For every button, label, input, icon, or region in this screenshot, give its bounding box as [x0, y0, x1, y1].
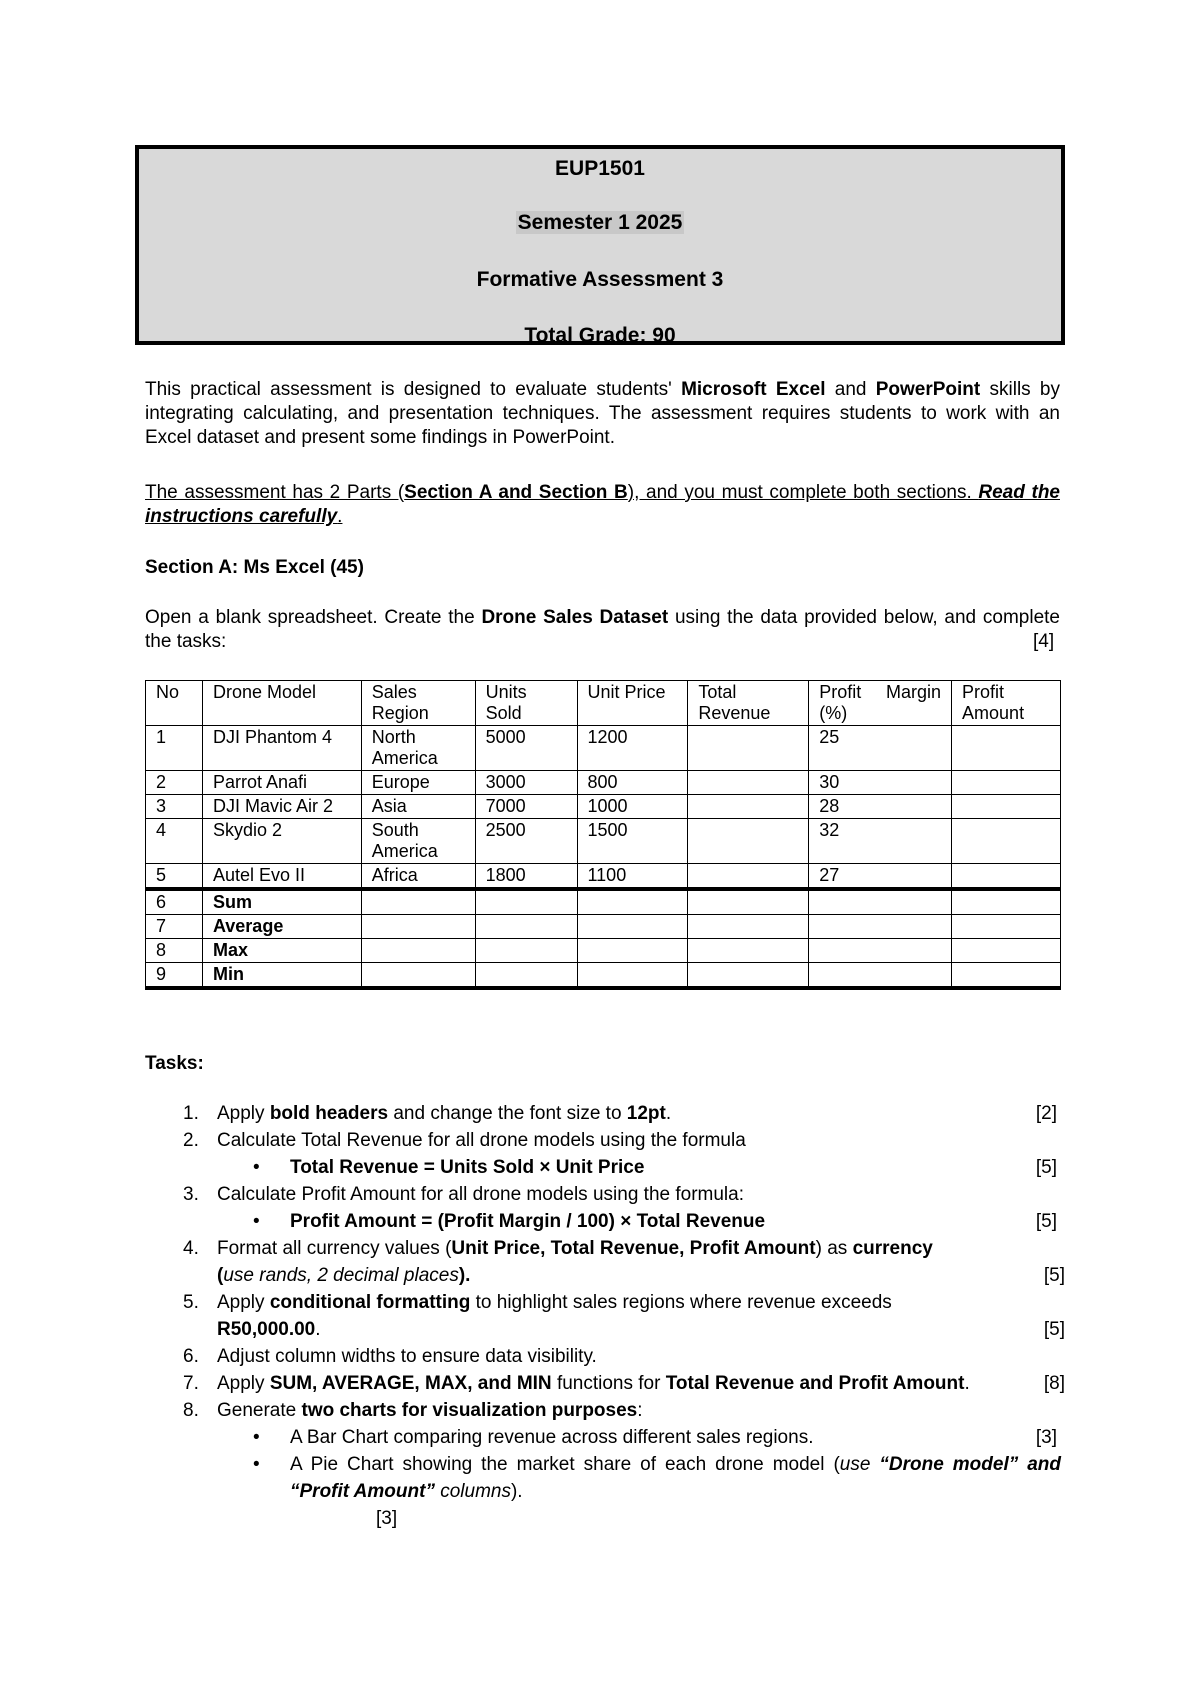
- task-text: ).: [510, 1481, 523, 1502]
- table-row: [146, 726, 1061, 771]
- task-item: [145, 1370, 1065, 1397]
- cell: 7: [146, 915, 203, 939]
- cell: 25: [809, 726, 952, 771]
- task-subitem: [145, 1154, 1061, 1181]
- summary-label: Min: [202, 963, 361, 989]
- cell: 1100: [577, 864, 688, 890]
- cell: 1200: [577, 726, 688, 771]
- cell: 28: [809, 795, 952, 819]
- cell: Africa: [361, 864, 475, 890]
- cell: 2500: [475, 819, 577, 864]
- semester-label: Semester 1 2025: [517, 211, 683, 234]
- cell: [688, 795, 809, 819]
- task-text: Apply: [217, 1103, 270, 1124]
- cell: 5000: [475, 726, 577, 771]
- summary-row: [146, 889, 1061, 915]
- cell: DJI Phantom 4: [202, 726, 361, 771]
- cell: North America: [361, 726, 475, 771]
- header-cell: Units Sold: [475, 681, 577, 726]
- cell: [475, 889, 577, 915]
- cell: 3: [146, 795, 203, 819]
- cell: [688, 939, 809, 963]
- table-row: [146, 771, 1061, 795]
- task-text: and change the font size to: [388, 1103, 627, 1124]
- task-text: to highlight sales regions where revenue exceeds: [470, 1292, 892, 1313]
- open-text: using the data provided below, and complete the tasks:: [145, 607, 1060, 652]
- task-number: 1.: [183, 1103, 199, 1124]
- cell: 3000: [475, 771, 577, 795]
- dataset-name: Drone Sales Dataset: [481, 607, 669, 628]
- task-marks: [5]: [1035, 1211, 1057, 1232]
- task-text: :: [637, 1400, 643, 1421]
- task-subitem: [145, 1424, 1061, 1451]
- task-item: [145, 1235, 1061, 1262]
- parts-text: ), and you must complete both sections.: [627, 482, 979, 503]
- cell: [577, 963, 688, 989]
- cell: [952, 819, 1061, 864]
- intro-paragraph: [145, 378, 1060, 450]
- task-text: Format all currency values (: [217, 1238, 452, 1259]
- task-continuation: [145, 1478, 1061, 1505]
- cell: Parrot Anafi: [202, 771, 361, 795]
- formula-text: Total Revenue = Units Sold × Unit Price: [290, 1157, 645, 1178]
- task-bold-italic: “Drone model” and: [879, 1454, 1061, 1475]
- task-text: A Pie Chart showing the market share of each drone model (: [290, 1454, 840, 1475]
- cell: [952, 771, 1061, 795]
- assessment-title: Formative Assessment 3: [476, 268, 724, 291]
- task-text: Calculate Profit Amount for all drone models using the formula:: [217, 1184, 744, 1205]
- intro-text: and: [825, 379, 876, 400]
- summary-label: Sum: [202, 889, 361, 915]
- tasks-title: Tasks:: [145, 1053, 204, 1074]
- task-number: 7.: [183, 1373, 199, 1394]
- task-marks: [2]: [1035, 1103, 1057, 1124]
- cell: [688, 915, 809, 939]
- task-marks: [3]: [376, 1508, 398, 1529]
- task-bold: ).: [458, 1265, 471, 1286]
- task-marks: [5]: [1043, 1265, 1065, 1286]
- cell: [809, 963, 952, 989]
- header-box: [135, 145, 1065, 345]
- task-item: [145, 1343, 1061, 1370]
- cell: [809, 889, 952, 915]
- read-instructions: Read the instructions carefully: [145, 482, 1060, 527]
- cell: [475, 963, 577, 989]
- cell: 800: [577, 771, 688, 795]
- bullet-icon: •: [253, 1157, 260, 1178]
- bullet-icon: •: [253, 1211, 260, 1232]
- header-cell: Unit Price: [577, 681, 688, 726]
- task-bold-italic: “Profit Amount”: [290, 1481, 435, 1502]
- task-text: .: [964, 1373, 970, 1394]
- task-bold: 12pt: [626, 1103, 666, 1124]
- intro-text: This practical assessment is designed to evaluate students': [145, 379, 682, 400]
- task-text: .: [315, 1319, 321, 1340]
- bullet-icon: •: [253, 1454, 260, 1475]
- header-cell: Sales Region: [361, 681, 475, 726]
- cell: [361, 915, 475, 939]
- header-cell: Total Revenue: [688, 681, 809, 726]
- table-row: [146, 795, 1061, 819]
- task-bold: bold headers: [269, 1103, 389, 1124]
- table-header-row: [146, 681, 1061, 726]
- task-text: ) as: [815, 1238, 853, 1259]
- task-continuation: [145, 1262, 1065, 1289]
- cell: [688, 726, 809, 771]
- cell: 32: [809, 819, 952, 864]
- header-cell: Profit Amount: [952, 681, 1061, 726]
- task-text: A Bar Chart comparing revenue across different sales regions.: [290, 1427, 814, 1448]
- parts-sections: Section A and Section B: [404, 482, 628, 503]
- cell: [952, 726, 1061, 771]
- cell: 1000: [577, 795, 688, 819]
- task-item: [145, 1289, 1061, 1316]
- cell: [952, 915, 1061, 939]
- cell: 6: [146, 889, 203, 915]
- task-bold: conditional formatting: [269, 1292, 471, 1313]
- cell: [361, 963, 475, 989]
- task-text: .: [665, 1103, 672, 1124]
- open-marks: [4]: [1033, 631, 1055, 652]
- cell: [361, 889, 475, 915]
- task-text: Apply: [217, 1292, 270, 1313]
- cell: [688, 819, 809, 864]
- task-number: 4.: [183, 1238, 199, 1259]
- cell: [577, 889, 688, 915]
- course-code: EUP1501: [555, 157, 645, 180]
- cell: 7000: [475, 795, 577, 819]
- cell: [688, 771, 809, 795]
- cell: DJI Mavic Air 2: [202, 795, 361, 819]
- cell: [952, 864, 1061, 890]
- cell: 5: [146, 864, 203, 890]
- cell: [361, 939, 475, 963]
- task-text: Generate: [217, 1400, 302, 1421]
- task-number: 3.: [183, 1184, 199, 1205]
- cell: [688, 963, 809, 989]
- task-number: 6.: [183, 1346, 199, 1367]
- intro-powerpoint: PowerPoint: [875, 379, 981, 400]
- header-cell: Profit Margin (%): [809, 681, 952, 726]
- task-item: [145, 1100, 1061, 1127]
- parts-text: The assessment has 2 Parts (: [145, 482, 405, 503]
- cell: 1500: [577, 819, 688, 864]
- table-row: [146, 864, 1061, 890]
- task-text: Adjust column widths to ensure data visibility.: [217, 1346, 597, 1367]
- cell: [475, 915, 577, 939]
- task-continuation: [145, 1505, 1061, 1532]
- cell: 2: [146, 771, 203, 795]
- task-bold: (: [217, 1265, 224, 1286]
- cell: 1800: [475, 864, 577, 890]
- cell: [809, 915, 952, 939]
- cell: 4: [146, 819, 203, 864]
- cell: [952, 889, 1061, 915]
- open-text: Open a blank spreadsheet. Create the: [145, 607, 482, 628]
- header-cell: Drone Model: [202, 681, 361, 726]
- parts-text: .: [337, 506, 343, 527]
- open-instructions: [145, 606, 1060, 654]
- task-bold: SUM, AVERAGE, MAX, and MIN: [269, 1373, 552, 1394]
- task-text: Calculate Total Revenue for all drone models using the formula: [217, 1130, 746, 1151]
- cell: Skydio 2: [202, 819, 361, 864]
- cell: 8: [146, 939, 203, 963]
- cell: [475, 939, 577, 963]
- task-text: Apply: [217, 1373, 270, 1394]
- cell: 27: [809, 864, 952, 890]
- task-number: 5.: [183, 1292, 199, 1313]
- cell: [952, 963, 1061, 989]
- task-marks: [8]: [1043, 1373, 1065, 1394]
- cell: 9: [146, 963, 203, 989]
- summary-row: [146, 963, 1061, 989]
- table-row: [146, 819, 1061, 864]
- summary-row: [146, 915, 1061, 939]
- task-bold: R50,000.00: [217, 1319, 316, 1340]
- task-item: [145, 1397, 1061, 1424]
- intro-excel: Microsoft Excel: [681, 379, 826, 400]
- total-grade: Total Grade: 90: [524, 324, 676, 347]
- header-cell: No: [146, 681, 203, 726]
- cell: [688, 864, 809, 890]
- task-marks: [3]: [1035, 1427, 1057, 1448]
- task-marks: [5]: [1043, 1319, 1065, 1340]
- task-italic: use rands, 2 decimal places: [223, 1265, 459, 1286]
- cell: Asia: [361, 795, 475, 819]
- cell: [952, 939, 1061, 963]
- task-bold: Total Revenue and Profit Amount: [665, 1373, 965, 1394]
- task-subitem: [145, 1451, 1061, 1478]
- task-bold: Unit Price, Total Revenue, Profit Amount: [451, 1238, 816, 1259]
- formula-text: Profit Amount = (Profit Margin / 100) × Total Revenue: [290, 1211, 766, 1232]
- drone-sales-table: [145, 680, 1061, 990]
- summary-label: Max: [202, 939, 361, 963]
- task-number: 2.: [183, 1130, 199, 1151]
- task-marks: [5]: [1035, 1157, 1057, 1178]
- task-continuation: [145, 1316, 1065, 1343]
- cell: 1: [146, 726, 203, 771]
- task-text: functions for: [551, 1373, 666, 1394]
- cell: South America: [361, 819, 475, 864]
- intro-text: skills by integrating calculating, and presentation techniques. The assessment requires students to work with an Excel dataset and present some findings in PowerPoint.: [145, 379, 1060, 448]
- summary-row: [146, 939, 1061, 963]
- task-item: [145, 1181, 1061, 1208]
- task-italic: use: [839, 1454, 880, 1475]
- task-bold: two charts for visualization purposes: [301, 1400, 638, 1421]
- bullet-icon: •: [253, 1427, 260, 1448]
- task-item: [145, 1127, 1061, 1154]
- parts-paragraph: [145, 481, 1060, 529]
- section-a-title: Section A: Ms Excel (45): [145, 557, 364, 578]
- cell: Europe: [361, 771, 475, 795]
- task-bold: currency: [852, 1238, 933, 1259]
- cell: Autel Evo II: [202, 864, 361, 890]
- cell: 30: [809, 771, 952, 795]
- task-number: 8.: [183, 1400, 199, 1421]
- summary-label: Average: [202, 915, 361, 939]
- task-subitem: [145, 1208, 1061, 1235]
- cell: [577, 939, 688, 963]
- task-list: [145, 1100, 1065, 1532]
- cell: [688, 889, 809, 915]
- cell: [952, 795, 1061, 819]
- cell: [809, 939, 952, 963]
- task-italic: columns: [434, 1481, 511, 1502]
- cell: [577, 915, 688, 939]
